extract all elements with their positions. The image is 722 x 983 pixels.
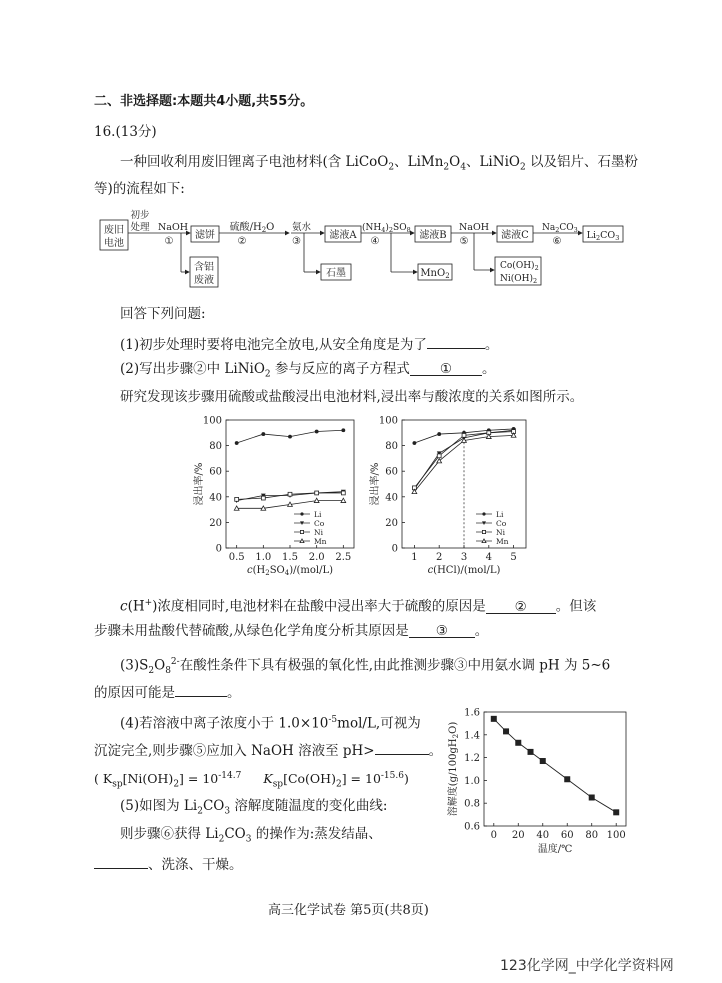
legend-label-co: Co [314,519,325,528]
research-text: 研究发现该步骤用硫酸或盐酸浸出电池材料,浸出率与酸浓度的关系如图所示。 [120,389,584,405]
legend-marker-ni [300,530,303,533]
answer-blank-3[interactable]: ③ [409,622,475,638]
hydrochloric-acid-leaching-chart [362,408,532,580]
question-5-line-3: 、洗涤、干燥。 [94,853,243,874]
acid-label: 硫酸$/H_2O$ [229,222,275,234]
answer-blank-q4[interactable] [375,739,429,755]
page-footer: 高三化学试卷 第5页(共8页) [268,903,429,918]
filter-cake-label: 滤饼 [195,230,215,241]
intro-line-1: 一种回收利用废旧锂离子电池材料(含 LiCoO$_2$、$LiMn_2O_4$、LiNiO$_2$ 以及铝片、石墨粉 [120,154,638,173]
legend-label-mn: Mn [314,537,327,546]
y-tick-label: 0 [391,543,398,555]
question-number: 16.(13分) [94,124,157,140]
x-tick-label: 2.5 [335,552,352,563]
y-tick-label: 1.2 [464,753,480,765]
step-4-label: ④ [370,236,380,247]
y-tick-label: 80 [385,441,398,453]
y-tick-label: 20 [385,517,398,529]
data-point-ni [288,492,292,496]
data-point [491,716,497,722]
y-tick-label: 80 [209,441,222,453]
y-tick-label: 100 [378,415,398,427]
y-tick-label: 0.8 [464,798,480,810]
y-tick-label: 40 [385,492,398,504]
x-tick-label: 1.0 [255,552,272,563]
waste-battery-label-1: 废旧 [104,225,124,236]
sulfuric-acid-leaching-chart [182,408,362,580]
data-point [540,758,546,764]
x-tick-label: 1.5 [282,552,298,563]
question-3-line-1: $(3)S_2O_8^{2-}$在酸性条件下具有极强的氧化性,由此推测步骤③中用氨水调 pH 为 5~6 [120,657,611,677]
data-point-ni [261,496,265,500]
legend [294,510,327,546]
naoh-2-label: NaOH [458,222,490,233]
x-axis-label: $c(H_2SO_4)/(mol/L)$ [246,565,334,577]
y-tick-label: 1.0 [464,775,480,787]
x-tick-label: 5 [510,552,517,563]
question-3-line-2: 的原因可能是 。 [94,681,241,702]
y-tick-label: 60 [209,466,222,478]
legend-marker-ni [482,530,485,533]
li2co3-label: $Li_2CO_3$ [586,230,620,242]
data-point-ni [235,497,239,501]
y-tick-label: 1.6 [464,707,480,719]
legend-label-ni: Ni [496,528,505,537]
x-axis-label: c(HCl)/(mol/L) [427,565,501,576]
y-tick-label: 0 [215,543,222,555]
question-5-line-1: (5)如图为 $Li_2CO_3$ 溶解度随温度的变化曲线: [120,798,388,817]
y-tick-label: 0.6 [464,821,480,833]
answer-blank-q1[interactable] [427,333,485,349]
x-tick-label: 2 [436,552,443,563]
legend-label-co: Co [496,519,507,528]
process-flow-diagram [96,206,636,296]
question-5-line-2: 则步骤⑥获得 $Li_2CO_3$ 的操作为:蒸发结晶、 [120,826,382,845]
y-tick-label: 40 [209,492,222,504]
mno2-label: MnO$_2$ [420,268,450,280]
question-4-line-2: 沉淀完全,则步骤⑤应加入 NaOH 溶液至 pH> 。 [94,739,442,760]
persulfate-label: $(NH_4)_2SO_8$ [362,223,411,234]
y-tick-label: 100 [202,415,222,427]
data-point-ni [315,491,319,495]
legend-label-mn: Mn [496,537,509,546]
legend [476,510,509,546]
data-point-ni [462,433,466,437]
y-axis-label: 溶解度$(g/100gH_2O)$ [448,721,460,817]
waste-battery-label-2: 电池 [104,238,124,249]
data-point-li [437,432,441,436]
data-point-li [288,435,292,439]
x-tick-label: 80 [585,830,599,841]
answer-blank-q3[interactable] [175,681,227,697]
data-point [528,749,534,755]
x-tick-label: 0.5 [228,552,245,563]
y-tick-label: 20 [209,517,222,529]
filtrate-b-label: 滤液B [419,230,447,241]
plot-frame [226,420,354,548]
question-4-line-1: (4)若溶液中离子浓度小于 $1.0\times 10^{-5}mol/L$,可视为 [120,715,421,732]
y-axis-label: 浸出率/% [194,462,205,506]
ksp-values: ( $K_{sp}[Ni(OH)_2] = 10^{-14.7}$ $K_{sp}[Co(OH)_2] = 10^{-15.6}$) [94,771,409,790]
data-point-ni [341,491,345,495]
x-tick-label: 0 [490,830,497,841]
legend-marker-li [300,512,303,515]
data-point-li [261,432,265,436]
step-6-label: ⑥ [552,236,562,247]
answer-prompt: 回答下列问题: [120,306,206,322]
y-tick-label: 60 [385,466,398,478]
naoh-label: NaOH [157,222,189,233]
watermark: 123化学网_中学化学资料网 [500,958,674,974]
answer-blank-q5[interactable] [94,853,148,869]
x-tick-label: 1 [411,552,418,563]
legend-marker-mn [482,539,486,543]
al-waste-label-1: 含铝 [194,262,214,273]
question-1: (1)初步处理时要将电池完全放电,从安全角度是为了 。 [120,333,498,354]
solubility-line [494,719,616,812]
legend-marker-li [482,512,485,515]
li2co3-solubility-chart [440,702,640,864]
step-3-label: ③ [292,236,301,247]
section-header: 二、非选择题:本题共4小题,共55分。 [94,94,314,109]
legend-label-ni: Ni [314,528,323,537]
hydrogen-ion-paragraph-line-1: c(H+)浓度相同时,电池材料在盐酸中浸出率大于硫酸的原因是 ② 。但该 [120,598,597,615]
x-tick-label: 100 [606,830,626,841]
legend-label-li: Li [314,510,322,519]
al-waste-label-2: 废液 [194,275,214,286]
x-tick-label: 60 [560,830,574,841]
x-axis-label: 温度/℃ [537,844,573,855]
legend-marker-mn [300,539,304,543]
answer-blank-1[interactable]: ① [410,360,482,376]
filtrate-c-label: 滤液C [501,230,529,241]
y-tick-label: 1.4 [464,730,480,742]
answer-blank-2[interactable]: ② [486,598,556,614]
data-point [503,728,509,734]
x-tick-label: 4 [485,552,492,563]
data-point-li [412,441,416,445]
step-5-label: ⑤ [459,236,469,247]
step-1-label: ① [164,236,174,247]
data-point [564,776,570,782]
data-point [589,795,595,801]
data-point [515,740,521,746]
filtrate-a-label: 滤液A [329,230,357,241]
cobalt-hydroxide-label: $Co(OH)_2$ [500,261,539,272]
pretreat-label-1: 初步 [130,210,150,221]
na2co3-label: $Na_2CO_3$ [542,223,578,234]
legend-label-li: Li [496,510,504,519]
data-point-li [341,428,345,432]
x-tick-label: 2.0 [308,552,325,563]
graphite-label: 石墨 [326,268,346,279]
step-2-label: ② [237,236,247,247]
data-point-li [235,441,239,445]
x-tick-label: 40 [536,830,550,841]
ammonia-label: 氨水 [292,222,312,233]
x-tick-label: 20 [511,830,525,841]
pretreat-label-2: 处理 [130,222,150,233]
x-tick-label: 3 [460,552,468,563]
y-axis-label: 浸出率/% [370,462,381,506]
data-point-ni [437,454,441,458]
data-point-li [315,430,319,434]
data-point [613,809,619,815]
nickel-hydroxide-label: $Ni(OH)_2$ [500,274,538,285]
question-2: (2)写出步骤②中 LiNiO$_2$ 参与反应的离子方程式 ① 。 [120,361,496,380]
intro-line-2: 等)的流程如下: [94,181,185,197]
hydrogen-ion-paragraph-line-2: 步骤未用盐酸代替硫酸,从绿色化学角度分析其原因是 ③ 。 [94,623,489,639]
